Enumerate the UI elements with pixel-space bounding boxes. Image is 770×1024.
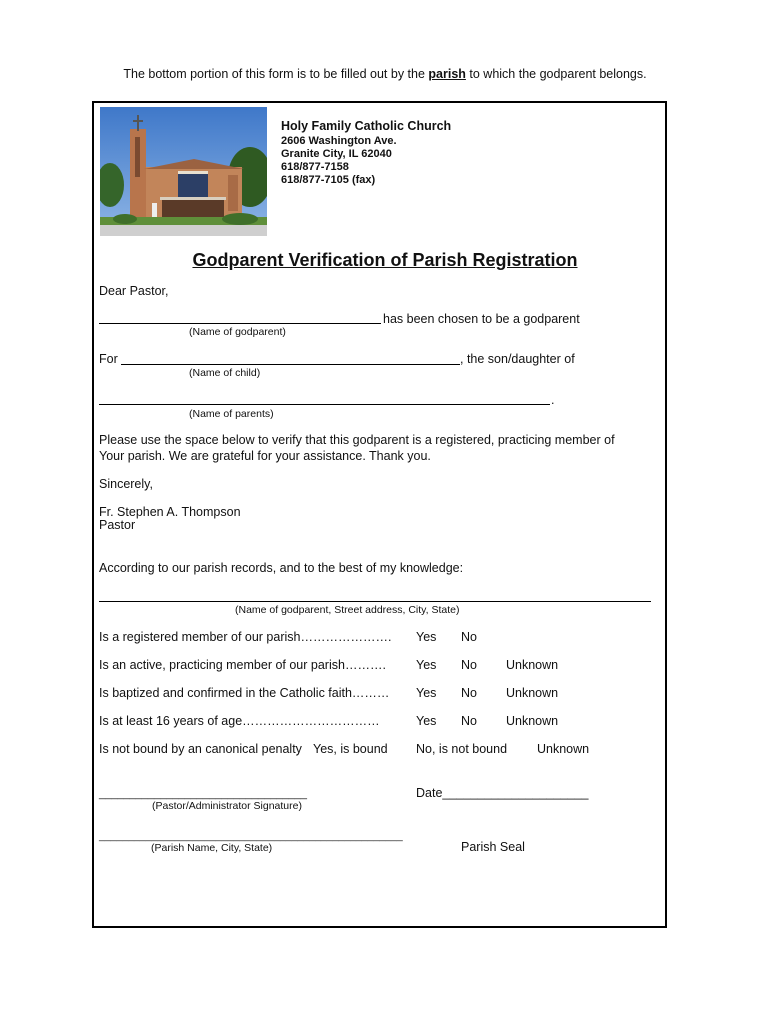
- option-no[interactable]: No: [461, 686, 477, 700]
- church-photo-drawing: [100, 107, 267, 236]
- church-city: Granite City, IL 62040: [281, 148, 392, 160]
- church-phone: 618/877-7158: [281, 161, 349, 173]
- option-yes[interactable]: Yes: [416, 658, 437, 672]
- signer-title: Pastor: [99, 518, 136, 532]
- church-name: Holy Family Catholic Church: [281, 119, 452, 133]
- question-age: Is at least 16 years of age……………………………: [99, 714, 380, 728]
- option-unknown[interactable]: Unknown: [537, 742, 590, 756]
- salutation: Dear Pastor,: [99, 284, 169, 298]
- godparent-caption: (Name of godparent): [189, 326, 286, 338]
- parish-caption: (Parish Name, City, State): [151, 842, 273, 854]
- option-no[interactable]: No: [461, 658, 477, 672]
- option-yes[interactable]: Yes: [416, 686, 437, 700]
- header-note: [0, 67, 770, 81]
- godparent-text: has been chosen to be a godparent: [383, 312, 580, 326]
- header-note-text: The bottom portion of this form is to be filled out by the: [123, 67, 429, 81]
- church-photo: [100, 107, 267, 236]
- option-no[interactable]: No: [461, 714, 477, 728]
- form-title: Godparent Verification of Parish Registration: [192, 250, 578, 270]
- for-label: For: [99, 352, 118, 366]
- option-yes[interactable]: Yes: [416, 630, 437, 644]
- son-daughter-text: , the son/daughter of: [460, 352, 575, 366]
- question-baptized: Is baptized and confirmed in the Catholic faith………: [99, 686, 390, 700]
- parents-caption: (Name of parents): [189, 408, 274, 420]
- option-not-bound[interactable]: No, is not bound: [416, 742, 508, 756]
- signature-caption: (Pastor/Administrator Signature): [152, 800, 302, 812]
- question-active: Is an active, practicing member of our parish……….: [99, 658, 386, 672]
- parish-line[interactable]: ____________________________________________________: [99, 830, 403, 842]
- signature-line[interactable]: __________________________________: [99, 788, 308, 800]
- signer-name: Fr. Stephen A. Thompson: [99, 505, 241, 519]
- church-address: 2606 Washington Ave.: [281, 135, 397, 147]
- child-name-line[interactable]: [121, 364, 460, 365]
- godparent-address-line[interactable]: [99, 601, 651, 602]
- parish-seal-label: Parish Seal: [461, 840, 525, 854]
- option-unknown[interactable]: Unknown: [506, 714, 559, 728]
- parents-end: .: [551, 393, 555, 407]
- option-unknown[interactable]: Unknown: [506, 686, 559, 700]
- child-caption: (Name of child): [189, 367, 261, 379]
- body-line-2: Your parish. We are grateful for your assistance. Thank you.: [99, 449, 431, 463]
- church-fax: 618/877-7105 (fax): [281, 174, 376, 186]
- address-caption: (Name of godparent, Street address, City, State): [235, 604, 460, 616]
- parents-name-line[interactable]: [99, 404, 550, 405]
- question-registered: Is a registered member of our parish………………….: [99, 630, 392, 644]
- option-unknown[interactable]: Unknown: [506, 658, 559, 672]
- option-no[interactable]: No: [461, 630, 477, 644]
- records-intro: According to our parish records, and to the best of my knowledge:: [99, 561, 464, 575]
- option-yes-bound[interactable]: Yes, is bound: [313, 742, 388, 756]
- closing: Sincerely,: [99, 477, 153, 491]
- body-line-1: Please use the space below to verify that this godparent is a registered, practicing member of: [99, 433, 615, 447]
- question-penalty: Is not bound by an canonical penalty: [99, 742, 302, 756]
- godparent-name-line[interactable]: [99, 323, 381, 324]
- header-note-text-end: to which the godparent belongs.: [465, 67, 647, 81]
- header-note-emphasis: parish: [428, 67, 466, 81]
- option-yes[interactable]: Yes: [416, 714, 437, 728]
- date-field[interactable]: Date_____________________: [416, 786, 589, 800]
